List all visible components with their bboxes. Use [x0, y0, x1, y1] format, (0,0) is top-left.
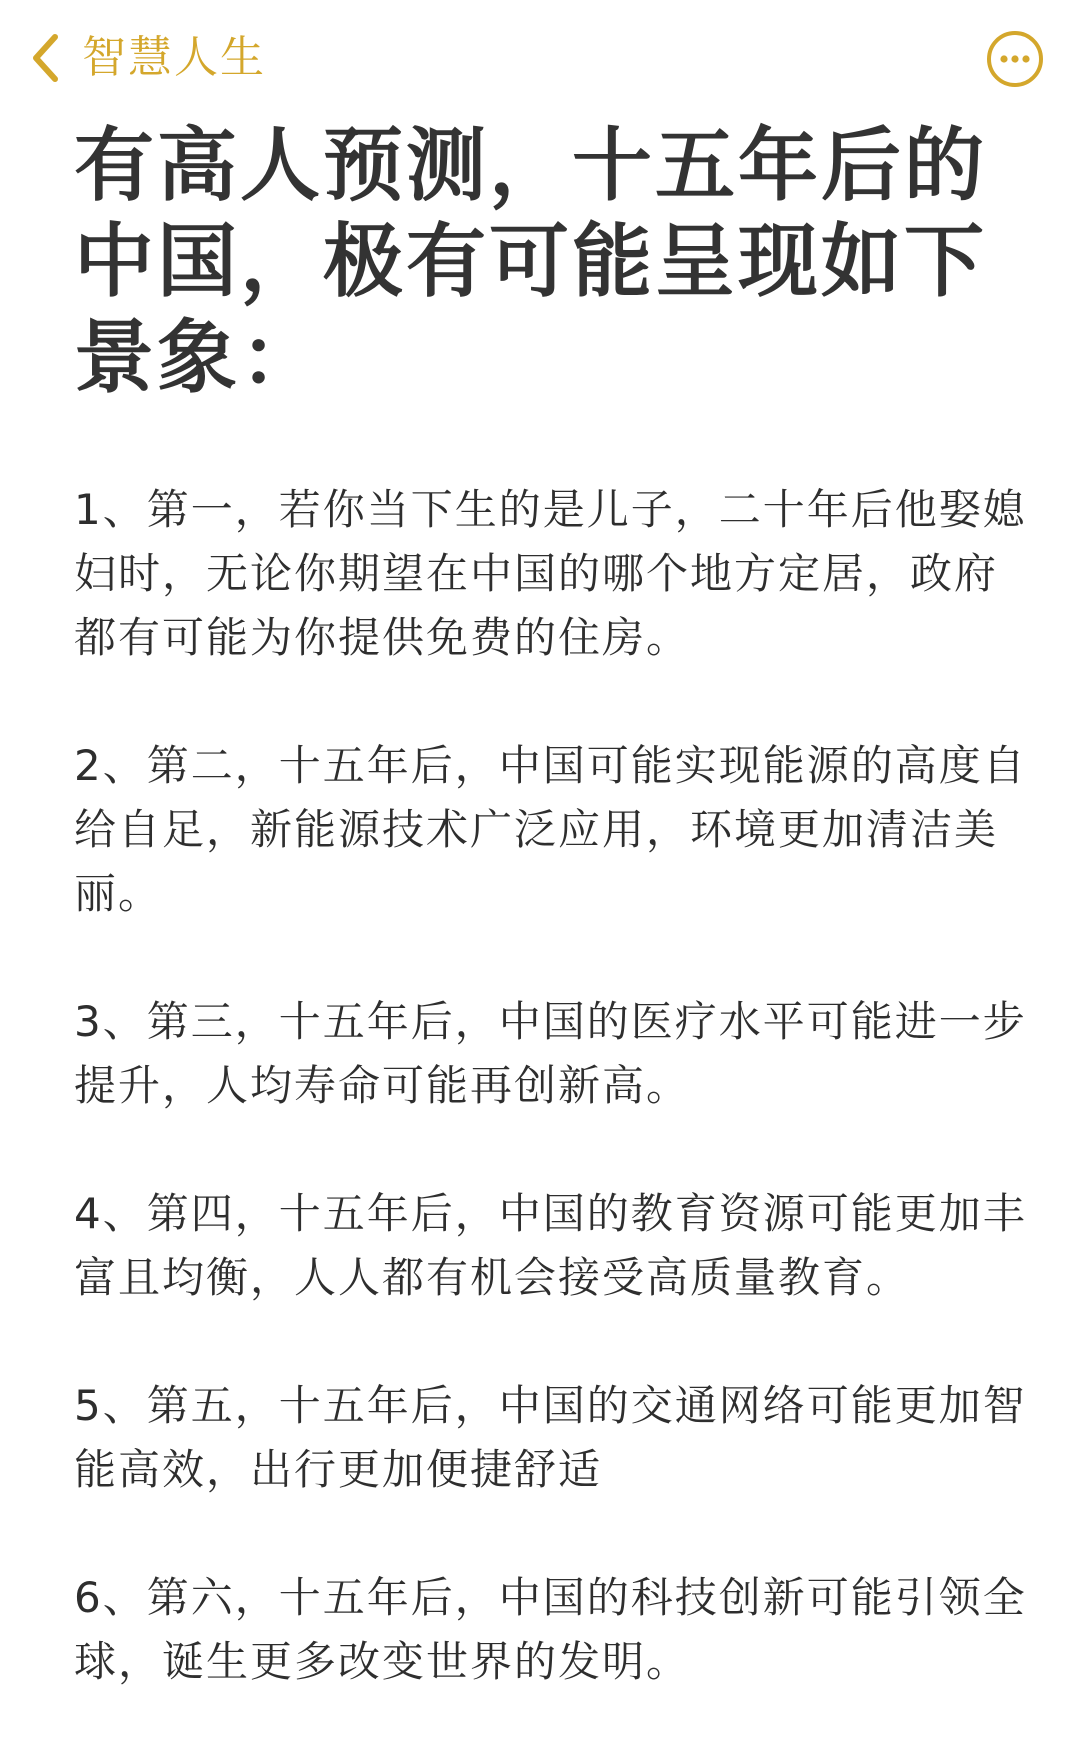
chevron-left-icon [30, 33, 60, 83]
navigation-bar [0, 0, 1080, 120]
note-paragraph: 3、第三，十五年后，中国的医疗水平可能进一步提升，人均寿命可能再创新高。 [74, 997, 1027, 1110]
note-body [74, 478, 1034, 1758]
note-paragraph: 2、第二，十五年后，中国可能实现能源的高度自给自足，新能源技术广泛应用，环境更加清洁美丽。 [74, 741, 1027, 918]
note-paragraph: 4、第四，十五年后，中国的教育资源可能更加丰富且均衡，人人都有机会接受高质量教育。 [74, 1189, 1027, 1302]
note-paragraph: 6、第六，十五年后，中国的科技创新可能引领全球，诞生更多改变世界的发明。 [74, 1573, 1027, 1686]
note-paragraph: 5、第五，十五年后，中国的交通网络可能更加智能高效，出行更加便捷舒适 [74, 1381, 1027, 1494]
note-title: 有高人预测，十五年后的中国，极有可能呈现如下景象： [74, 119, 987, 404]
note-paragraph: 1、第一，若你当下生的是儿子，二十年后他娶媳妇时，无论你期望在中国的哪个地方定居，政府都有可能为你提供免费的住房。 [74, 485, 1027, 662]
back-label: 智慧人生 [82, 32, 266, 83]
more-circle-icon [986, 73, 1044, 92]
back-button[interactable] [30, 26, 266, 90]
more-button[interactable] [986, 30, 1044, 88]
